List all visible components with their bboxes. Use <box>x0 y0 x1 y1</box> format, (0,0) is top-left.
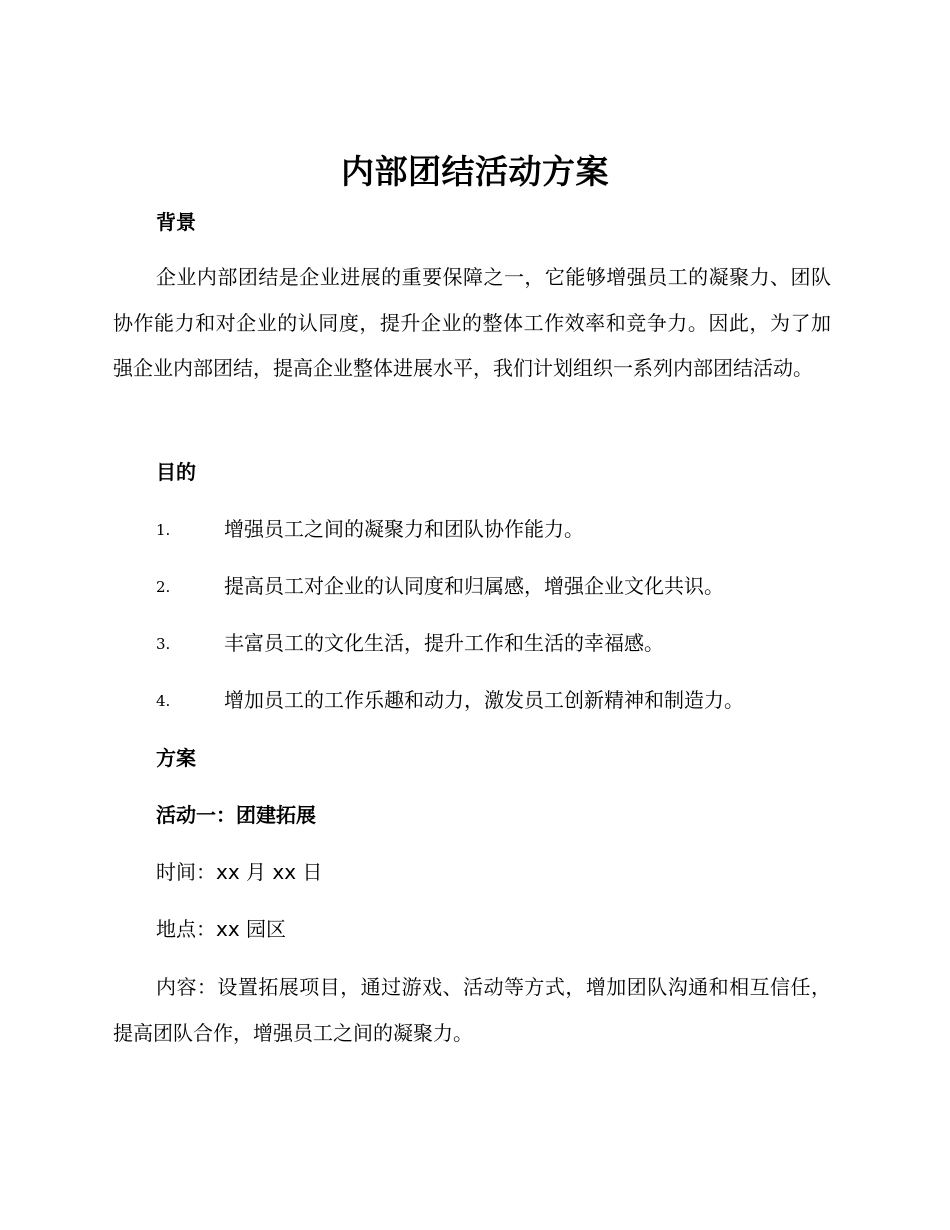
activity-heading: 活动一：团建拓展 <box>156 803 316 827</box>
list-number: 2. <box>156 578 171 596</box>
document-title: 内部团结活动方案 <box>341 152 609 191</box>
section-heading-purpose: 目的 <box>156 460 196 484</box>
background-paragraph: 企业内部团结是企业进展的重要保障之一，它能够增强员工的凝聚力、团队协作能力和对企业的认同度，提升企业的整体工作效率和竞争力。因此，为了加强企业内部团结，提高企业整体进展水平，我们计划组织一系列内部团结活动。 <box>113 265 831 380</box>
activity-time: 时间：xx 月 xx 日 <box>156 860 323 884</box>
list-item <box>156 515 836 543</box>
section-heading-background: 背景 <box>156 210 196 234</box>
section-heading-plan: 方案 <box>156 746 196 770</box>
list-item <box>156 686 836 714</box>
list-text: 提高员工对企业的认同度和归属感，增强企业文化共识。 <box>224 574 724 598</box>
list-number: 1. <box>156 521 171 539</box>
list-item <box>156 572 836 600</box>
list-item <box>156 629 836 657</box>
list-number: 3. <box>156 635 171 653</box>
list-text: 增强员工之间的凝聚力和团队协作能力。 <box>224 517 584 541</box>
list-number: 4. <box>156 692 171 710</box>
list-text: 丰富员工的文化生活，提升工作和生活的幸福感。 <box>224 631 664 655</box>
activity-content: 内容：设置拓展项目，通过游戏、活动等方式，增加团队沟通和相互信任，提高团队合作，增强员工之间的凝聚力。 <box>113 975 831 1045</box>
activity-location: 地点：xx 园区 <box>156 917 287 941</box>
list-text: 增加员工的工作乐趣和动力，激发员工创新精神和制造力。 <box>224 688 744 712</box>
